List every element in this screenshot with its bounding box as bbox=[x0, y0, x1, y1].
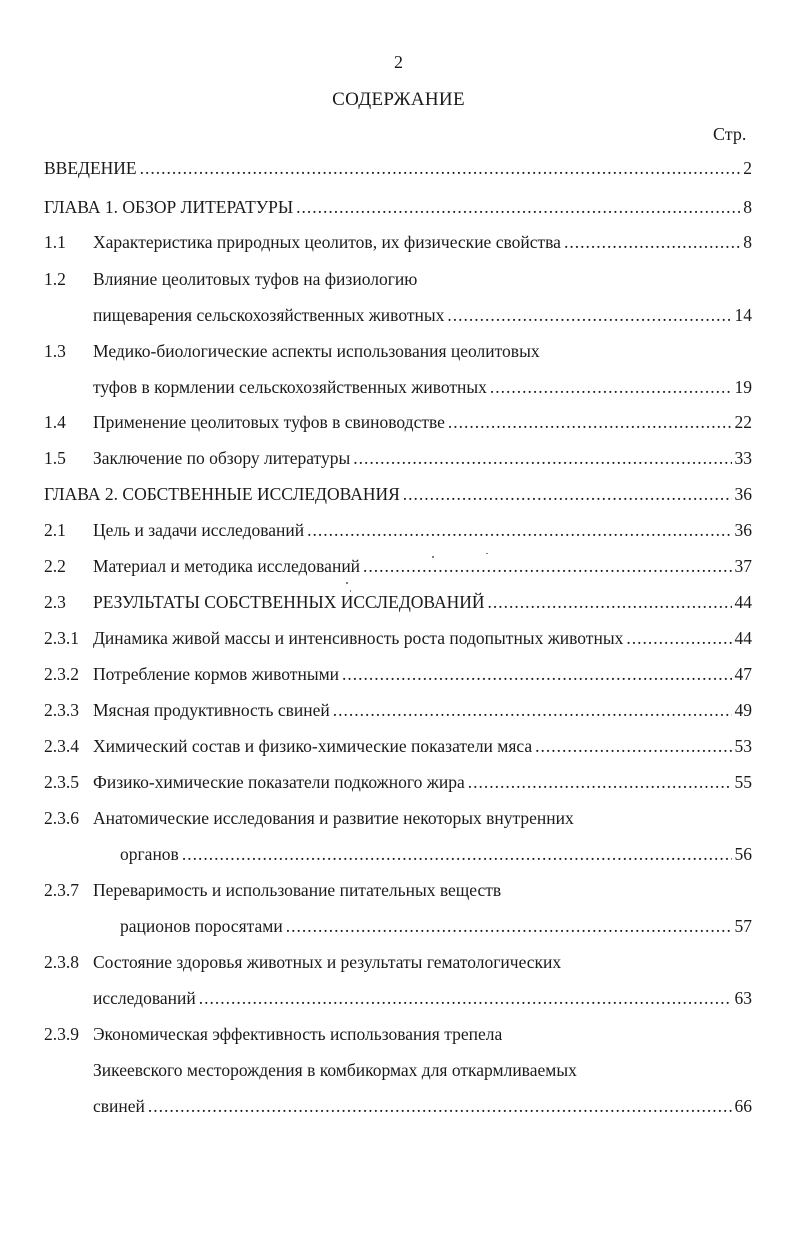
toc-entry-number: 2.2 bbox=[44, 556, 66, 576]
dot-leader bbox=[363, 553, 731, 579]
toc-entry-title: Состояние здоровья животных и результаты гематологических bbox=[93, 952, 562, 972]
toc-entry-title: Мясная продуктивность свиней bbox=[93, 700, 330, 720]
toc-entry-number: 1.1 bbox=[44, 232, 66, 252]
dot-leader bbox=[286, 913, 732, 939]
toc-entry[interactable] bbox=[44, 194, 752, 220]
dot-leader bbox=[296, 194, 740, 220]
toc-entry-page: 2 bbox=[743, 158, 752, 178]
toc-entry[interactable] bbox=[93, 445, 752, 471]
toc-entry-title: свиней bbox=[93, 1096, 145, 1116]
dot-leader bbox=[140, 155, 741, 181]
toc-entry[interactable] bbox=[93, 374, 752, 400]
toc-entry-number: 1.5 bbox=[44, 448, 66, 468]
page-number: 2 bbox=[394, 52, 403, 72]
toc-entry-page: 14 bbox=[734, 305, 752, 325]
toc-entry-page: 22 bbox=[734, 412, 752, 432]
toc-entry-page: 33 bbox=[734, 448, 752, 468]
dot-leader bbox=[626, 625, 731, 651]
toc-entry-page: 56 bbox=[734, 844, 752, 864]
toc-entry-title: Экономическая эффективность использования трепела bbox=[93, 1024, 503, 1044]
toc-entry[interactable] bbox=[120, 841, 752, 867]
toc-entry-page: 57 bbox=[734, 916, 752, 936]
dot-leader bbox=[307, 517, 731, 543]
toc-entry-page: 37 bbox=[734, 556, 752, 576]
toc-entry-title: Анатомические исследования и развитие некоторых внутренних bbox=[93, 808, 574, 828]
toc-entry-number: 2.3.1 bbox=[44, 628, 79, 648]
toc-entry[interactable] bbox=[93, 985, 752, 1011]
dot-leader bbox=[353, 445, 731, 471]
toc-entry-page: 19 bbox=[734, 377, 752, 397]
dot-leader bbox=[564, 229, 740, 255]
toc-entry-number: 2.3 bbox=[44, 592, 66, 612]
dot-leader bbox=[403, 481, 732, 507]
dot-leader bbox=[182, 841, 732, 867]
toc-entry[interactable] bbox=[93, 409, 752, 435]
toc-entry-page: 8 bbox=[743, 232, 752, 252]
toc-entry[interactable] bbox=[93, 589, 752, 615]
pages-column-header: Стр. bbox=[713, 124, 747, 144]
toc-entry[interactable] bbox=[120, 913, 752, 939]
toc-entry-title: Химический состав и физико-химические показатели мяса bbox=[93, 736, 533, 756]
toc-entry-number: 1.3 bbox=[44, 341, 66, 361]
toc-entry-page: 8 bbox=[743, 197, 752, 217]
toc-entry-title: Цель и задачи исследований bbox=[93, 520, 305, 540]
toc-entry-number: 1.2 bbox=[44, 269, 66, 289]
toc-entry[interactable] bbox=[93, 517, 752, 543]
toc-entry-title: Влияние цеолитовых туфов на физиологию bbox=[93, 269, 418, 289]
toc-entry-number: 2.3.5 bbox=[44, 772, 79, 792]
page-title: СОДЕРЖАНИЕ bbox=[332, 89, 465, 110]
toc-entry-number: 2.3.3 bbox=[44, 700, 79, 720]
toc-entry[interactable] bbox=[93, 229, 752, 255]
dot-leader bbox=[490, 374, 732, 400]
toc-entry-title: исследований bbox=[93, 988, 196, 1008]
toc-entry-title: ВВЕДЕНИЕ bbox=[44, 158, 137, 178]
toc-entry-page: 63 bbox=[734, 988, 752, 1008]
toc-entry[interactable] bbox=[44, 481, 752, 507]
toc-entry[interactable] bbox=[93, 769, 752, 795]
dot-leader bbox=[535, 733, 731, 759]
dot-leader bbox=[333, 697, 732, 723]
toc-entry[interactable] bbox=[93, 553, 752, 579]
toc-entry[interactable] bbox=[44, 155, 752, 181]
toc-entry-title: Материал и методика исследований bbox=[93, 556, 361, 576]
scan-speck bbox=[350, 590, 351, 592]
toc-entry[interactable] bbox=[93, 1093, 752, 1119]
scan-speck bbox=[432, 556, 434, 558]
dot-leader bbox=[468, 769, 732, 795]
toc-entry-page: 49 bbox=[734, 700, 752, 720]
dot-leader bbox=[199, 985, 732, 1011]
toc-entry-title: ГЛАВА 2. СОБСТВЕННЫЕ ИССЛЕДОВАНИЯ bbox=[44, 484, 400, 504]
toc-entry-number: 2.1 bbox=[44, 520, 66, 540]
toc-entry-title: Переваримость и использование питательных веществ bbox=[93, 880, 502, 900]
toc-entry-page: 36 bbox=[734, 484, 752, 504]
dot-leader bbox=[448, 409, 732, 435]
toc-entry-page: 66 bbox=[734, 1096, 752, 1116]
toc-entry-page: 44 bbox=[734, 628, 752, 648]
toc-entry[interactable] bbox=[93, 697, 752, 723]
toc-entry-page: 53 bbox=[734, 736, 752, 756]
toc-entry-title: рационов поросятами bbox=[120, 916, 283, 936]
toc-entry-title: органов bbox=[120, 844, 179, 864]
toc-entry-title: Характеристика природных цеолитов, их физические свойства bbox=[93, 232, 561, 252]
toc-entry-number: 2.3.8 bbox=[44, 952, 79, 972]
dot-leader bbox=[342, 661, 731, 687]
toc-entry-number: 2.3.6 bbox=[44, 808, 79, 828]
toc-entry-title: Физико-химические показатели подкожного жира bbox=[93, 772, 465, 792]
toc-entry-page: 55 bbox=[734, 772, 752, 792]
toc-entry-title: ГЛАВА 1. ОБЗОР ЛИТЕРАТУРЫ bbox=[44, 197, 294, 217]
toc-entry-title: Применение цеолитовых туфов в свиноводстве bbox=[93, 412, 445, 432]
toc-entry-number: 2.3.7 bbox=[44, 880, 79, 900]
toc-entry-page: 44 bbox=[734, 592, 752, 612]
toc-entry-number: 1.4 bbox=[44, 412, 66, 432]
scan-speck bbox=[486, 553, 488, 554]
toc-entry-title: Медико-биологические аспекты использования цеолитовых bbox=[93, 341, 540, 361]
toc-entry-title: туфов в кормлении сельскохозяйственных животных bbox=[93, 377, 487, 397]
toc-entry-number: 2.3.2 bbox=[44, 664, 79, 684]
toc-entry-title: пищеварения сельскохозяйственных животных bbox=[93, 305, 445, 325]
toc-entry-page: 36 bbox=[734, 520, 752, 540]
toc-entry-title: Зикеевского месторождения в комбикормах для откармливаемых bbox=[93, 1060, 577, 1080]
toc-entry[interactable] bbox=[93, 661, 752, 687]
toc-entry[interactable] bbox=[93, 733, 752, 759]
toc-entry-page: 47 bbox=[734, 664, 752, 684]
dot-leader bbox=[488, 589, 732, 615]
toc-entry-title: Заключение по обзору литературы bbox=[93, 448, 351, 468]
toc-entry[interactable] bbox=[93, 625, 752, 651]
toc-entry-number: 2.3.4 bbox=[44, 736, 79, 756]
toc-entry-number: 2.3.9 bbox=[44, 1024, 79, 1044]
dot-leader bbox=[447, 302, 731, 328]
toc-entry[interactable] bbox=[93, 302, 752, 328]
toc-entry-title: Динамика живой массы и интенсивность роста подопытных животных bbox=[93, 628, 624, 648]
scan-speck bbox=[346, 582, 348, 584]
toc-entry-title: РЕЗУЛЬТАТЫ СОБСТВЕННЫХ ИССЛЕДОВАНИЙ bbox=[93, 592, 485, 612]
toc-entry-title: Потребление кормов животными bbox=[93, 664, 340, 684]
dot-leader bbox=[148, 1093, 732, 1119]
